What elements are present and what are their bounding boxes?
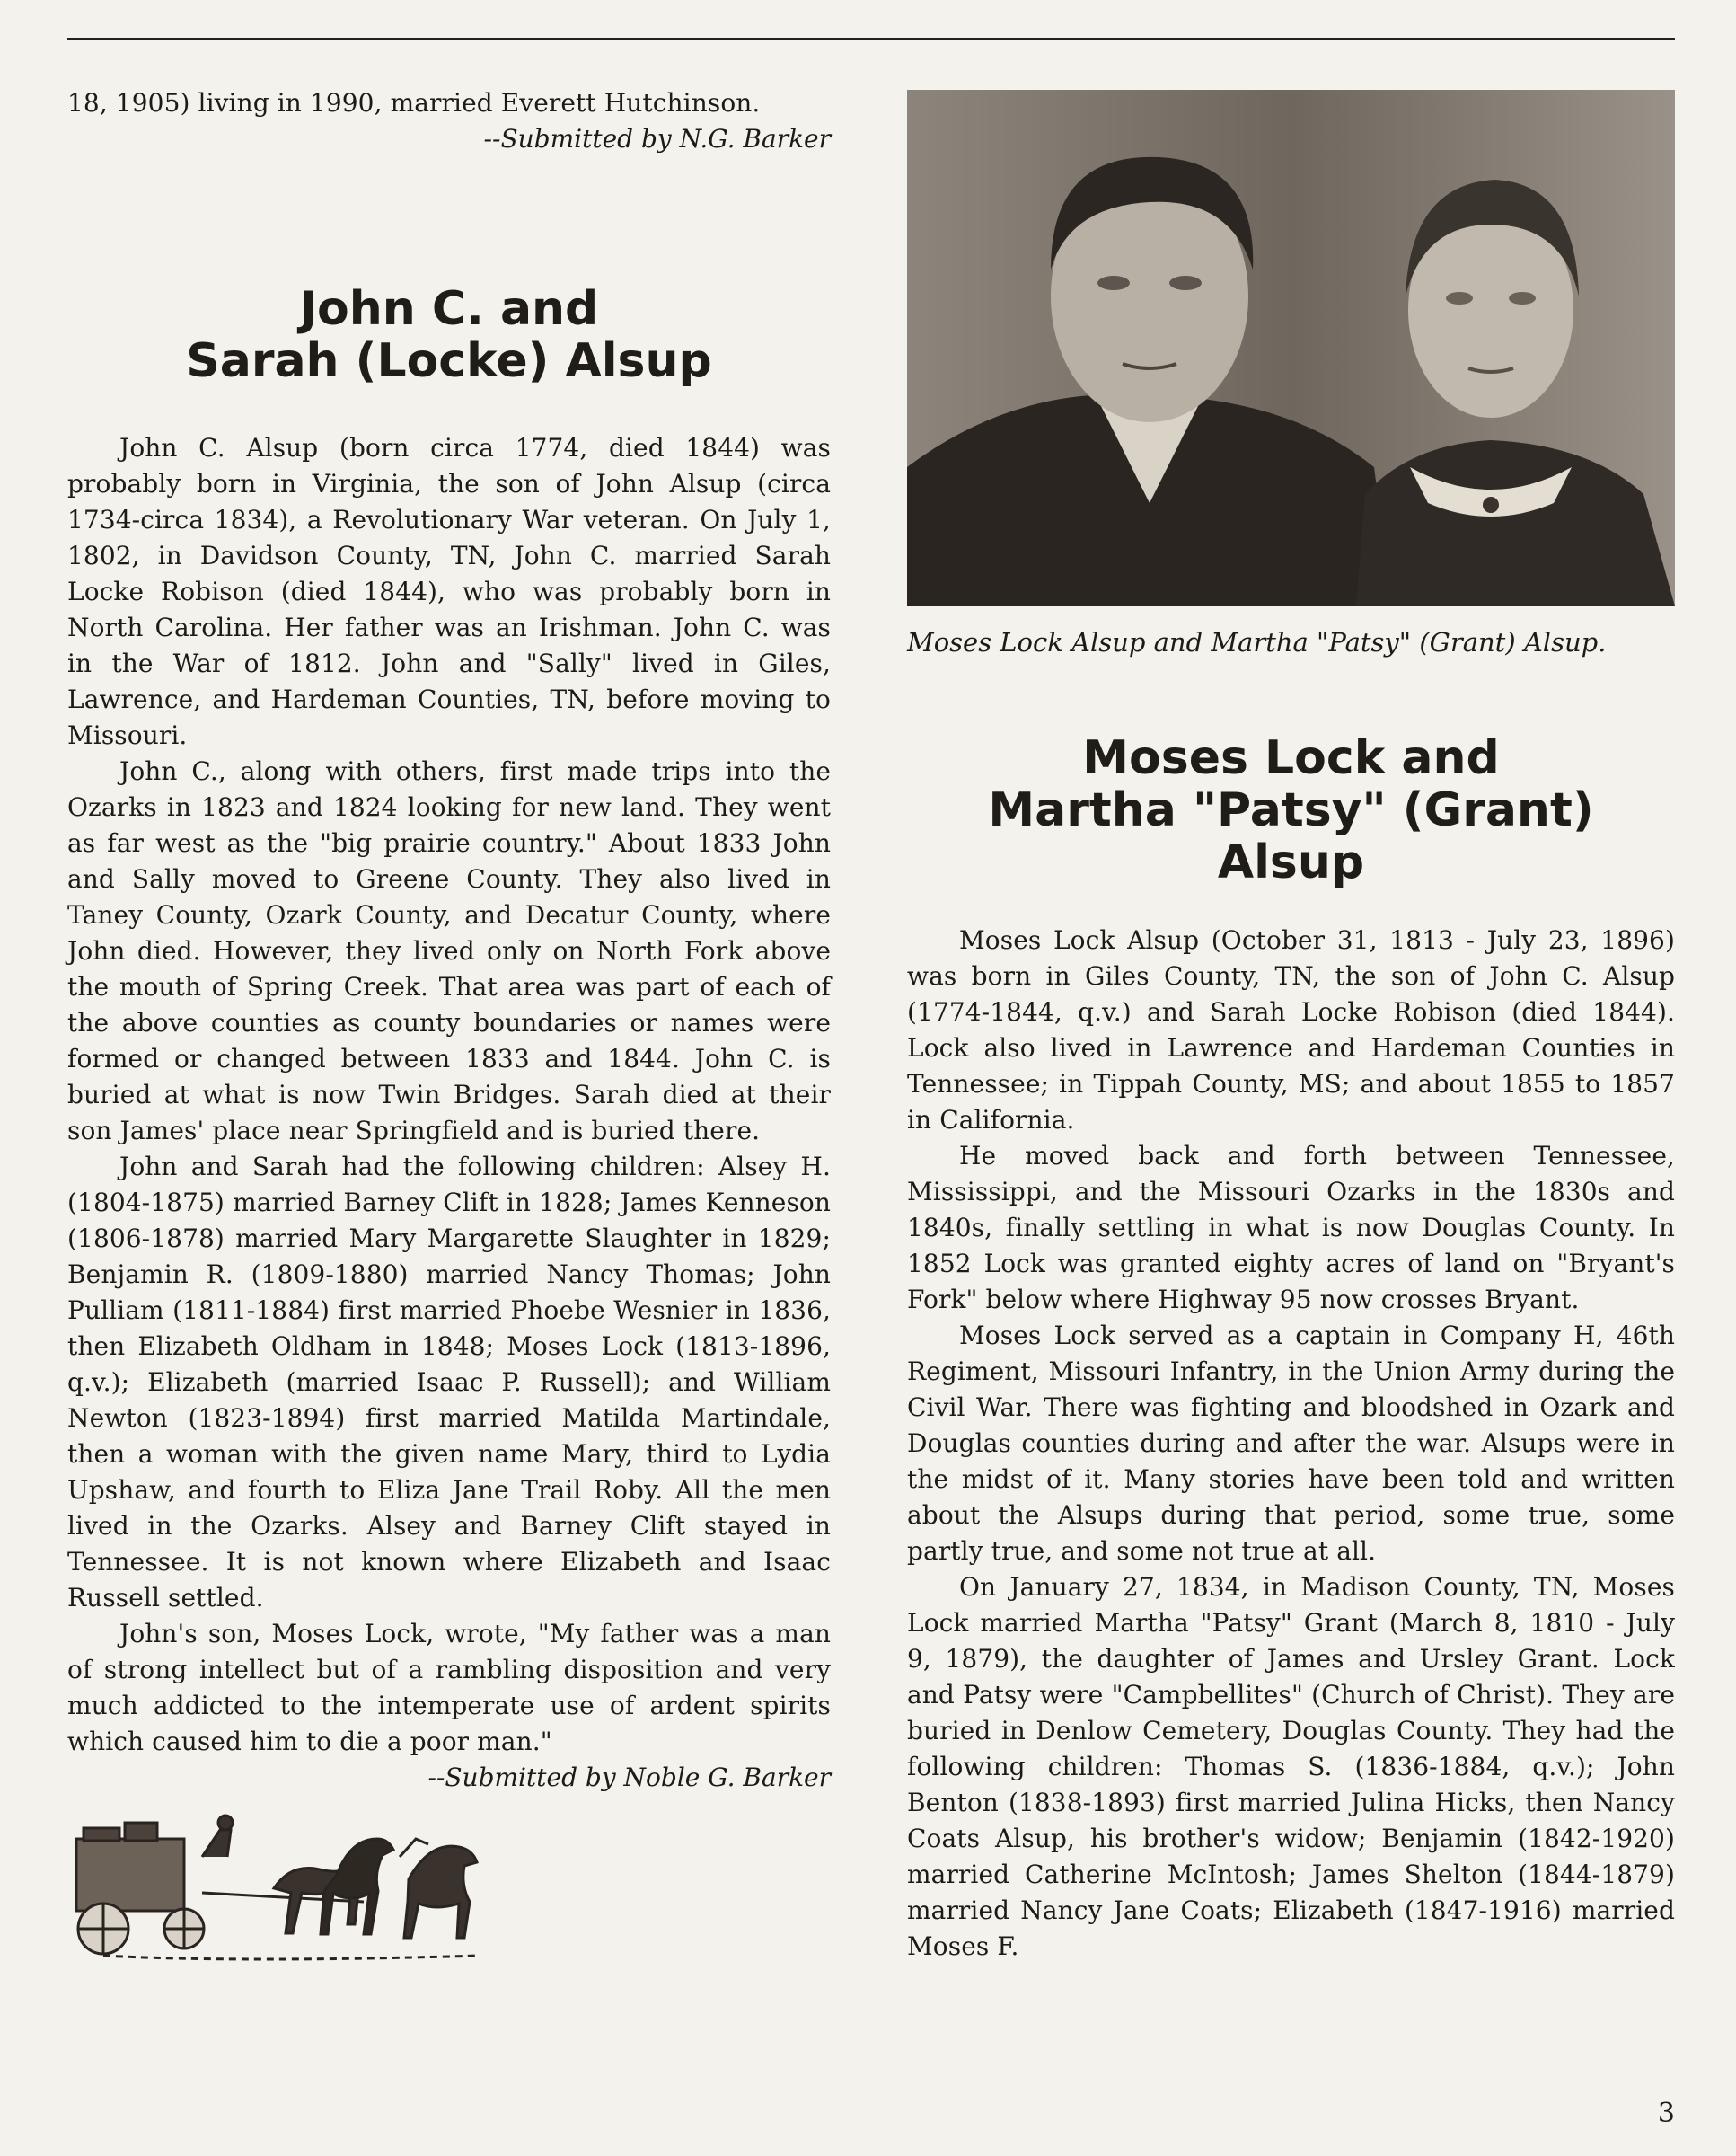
paragraph: John C. Alsup (born circa 1774, died 1844) was probably born in Virginia, the son of John Alsup (circa 1734-circa 1834), a Revolutionary War veteran. On July 1, 1802, in Davidson County, TN, John C. married Sarah Locke Robison (died 1844), who was probably born in North Carolina. Her father was an Irishman. John C. was in the War of 1812. John and "Sally" lived in Giles, Lawrence, and Hardeman Counties, TN, before moving to Missouri. [67,433,831,750]
paragraph: He moved back and forth between Tennessee, Mississippi, and the Missouri Ozarks in the 1830s and 1840s, finally settling in what is now Douglas County. In 1852 Lock was granted eighty acres of land on "Bryant's Fork" below where Highway 95 now crosses Bryant. [907,1141,1675,1314]
heading-line-1: John C. and [299,282,599,336]
wagon-illustration [67,1803,570,1965]
paragraph: John and Sarah had the following children: Alsey H. (1804-1875) married Barney Clift in 1828; James Kenneson (1806-1878) married Mary Margarette Slaughter in 1829; Benjamin R. (1809-1880) married Nancy Thomas; John Pulliam (1811-1884) first married Phoebe Wesnier in 1836, then Elizabeth Oldham in 1848; Moses Lock (1813-1896, q.v.); Elizabeth (married Isaac P. Russell); and William Newton (1823-1894) first married Matilda Martindale, then a woman with the given name Mary, third to Lydia Upshaw, and fourth to Eliza Jane Trail Roby. All the men lived in the Ozarks. Alsey and Barney Clift stayed in Tennessee. It is not known where Elizabeth and Isaac Russell settled. [67,1152,831,1613]
intro-line: 18, 1905) living in 1990, married Everett Hutchinson. [67,88,761,118]
heading-line-2: Martha "Patsy" (Grant) Alsup [988,783,1594,889]
left-column [67,85,831,1965]
paragraph: Moses Lock Alsup (October 31, 1813 - July 23, 1896) was born in Giles County, TN, the son of John C. Alsup (1774-1844, q.v.) and Sarah Locke Robison (died 1844). Lock also lived in Lawrence and Hardeman Counties in Tennessee; in Tippah County, MS; and about 1855 to 1857 in California. [907,925,1675,1135]
paragraph: Moses Lock served as a captain in Company H, 46th Regiment, Missouri Infantry, in the Union Army during the Civil War. There was fighting and bloodshed in Ozark and Douglas counties during and after the war. Alsups were in the midst of it. Many stories have been told and written about the Alsups during that period, some true, some partly true, and some not true at all. [907,1321,1675,1566]
article-credit: --Submitted by Noble G. Barker [427,1763,831,1792]
heading-line-2: Sarah (Locke) Alsup [186,334,712,388]
right-column [907,90,1675,1965]
paragraph: On January 27, 1834, in Madison County, TN, Moses Lock married Martha "Patsy" Grant (March 8, 1810 - July 9, 1879), the daughter of James and Ursley Grant. Lock and Patsy were "Campbellites" (Church of Christ). They are buried in Denlow Cemetery, Douglas County. They had the following children: Thomas S. (1836-1884, q.v.); John Benton (1838-1893) first married Julina Hicks, then Nancy Coats Alsup, his brother's widow; Benjamin (1842-1920) married Catherine McIntosh; James Shelton (1844-1879) married Nancy Jane Coats; Elizabeth (1847-1916) married Moses F. [907,1572,1675,1961]
page-number: 3 [1657,2098,1675,2129]
paragraph: John C., along with others, first made trips into the Ozarks in 1823 and 1824 looking for new land. They went as far west as the "big prairie country." About 1833 John and Sally moved to Greene County. They also lived in Taney County, Ozark County, and Decatur County, where John died. However, they lived only on North Fork above the mouth of Spring Creek. That area was part of each of the above counties as county boundaries or names were formed or changed between 1833 and 1844. John C. is buried at what is now Twin Bridges. Sarah died at their son James' place near Springfield and is buried there. [67,756,831,1145]
intro-credit: --Submitted by N.G. Barker [483,124,831,154]
paragraph: John's son, Moses Lock, wrote, "My father was a man of strong intellect but of a rambling disposition and very much addicted to the intemperate use of ardent spirits which caused him to die a poor man." [67,1619,831,1756]
photo-caption: Moses Lock Alsup and Martha "Patsy" (Grant) Alsup. [907,627,1607,658]
portrait-photo [907,90,1675,606]
article-heading-john-sarah [67,283,831,387]
heading-line-1: Moses Lock and [1082,731,1500,785]
top-rule [67,38,1675,40]
article-heading-moses-martha [907,732,1675,888]
